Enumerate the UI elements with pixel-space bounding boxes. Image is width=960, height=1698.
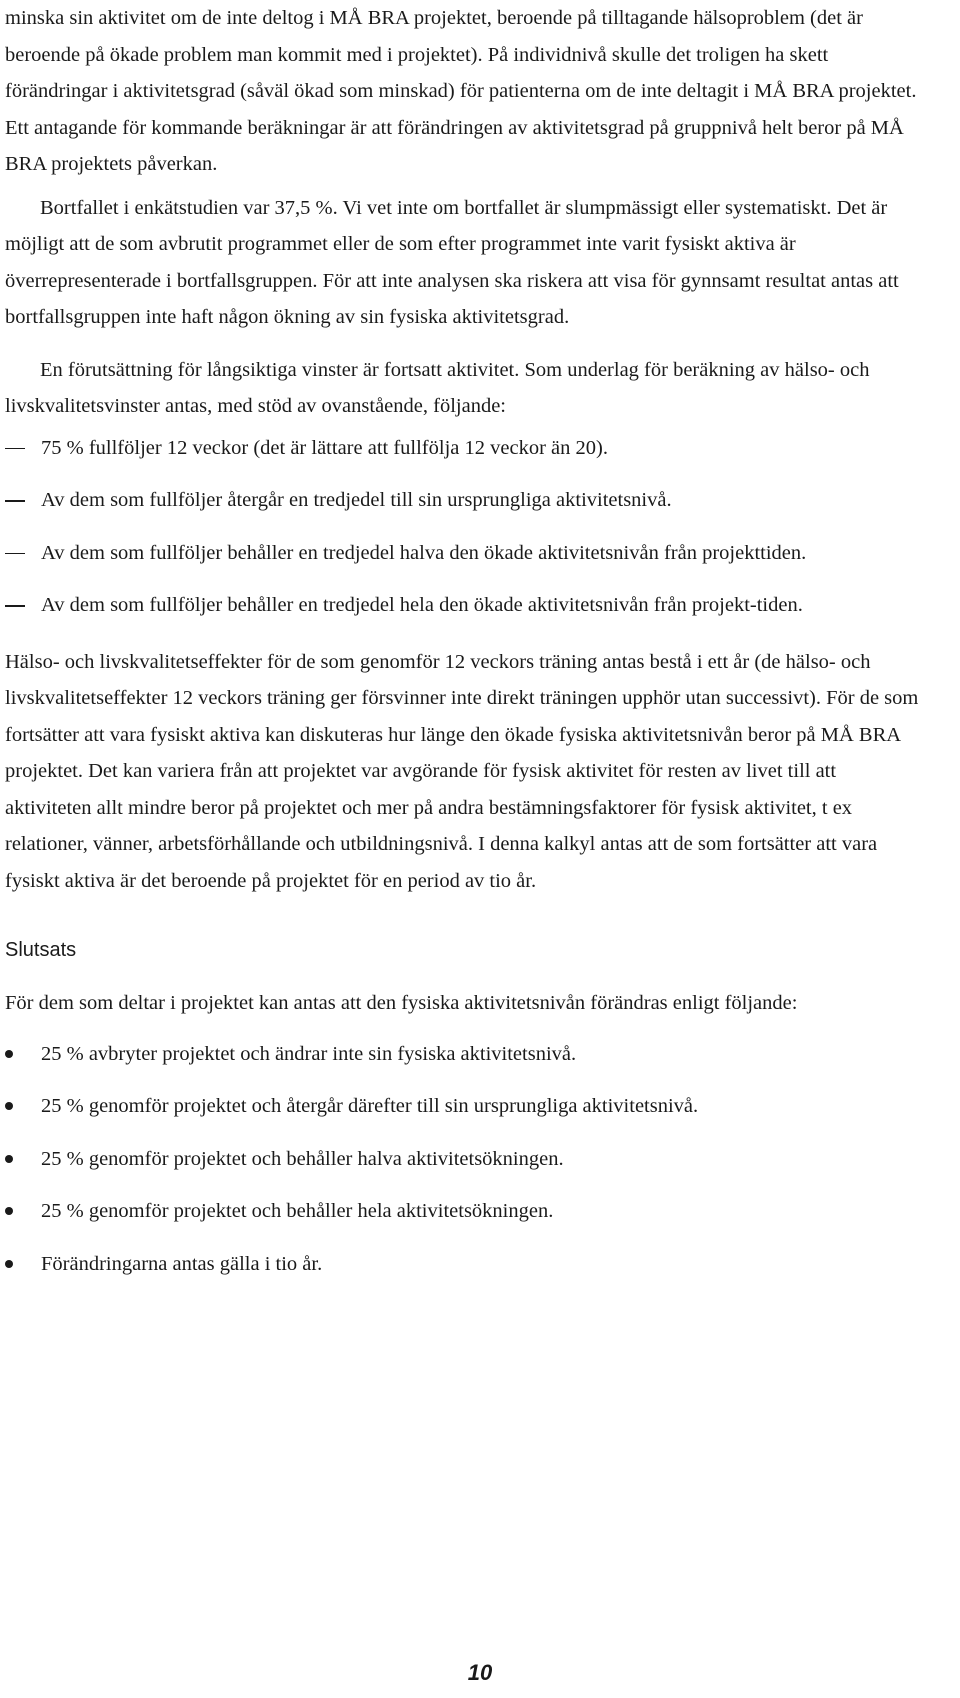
dash-marker xyxy=(5,500,25,502)
list-item xyxy=(5,1088,925,1125)
paragraph-activity-assumption: minska sin aktivitet om de inte deltog i MÅ BRA projektet, beroende på tilltagande hälsoproblem (det är beroende på ökade problem man kommit med i projektet). På individnivå skulle det troligen ha skett förändringar i aktivitetsgrad (såväl ökad som minskad) för patienterna om de inte deltagit i MÅ BRA projektet. Ett antagande för kommande beräkningar är att förändringen av aktivitetsgrad på gruppnivå helt beror på MÅ BRA projektets påverkan. xyxy=(5,7,917,175)
list-item-text: Förändringarna antas gälla i tio år. xyxy=(41,1252,323,1275)
list-item-text: Av dem som fullföljer behåller en tredjedel halva den ökade aktivitetsnivån från projekttiden. xyxy=(41,541,807,564)
list-item-text: 25 % genomför projektet och behåller hela aktivitetsökningen. xyxy=(41,1200,554,1222)
bullet-marker xyxy=(5,1207,13,1215)
list-item-text: Av dem som fullföljer behåller en tredjedel hela den ökade aktivitetsnivån från projekt-tiden. xyxy=(41,594,803,616)
dash-marker xyxy=(5,605,25,607)
document-page xyxy=(5,0,925,1282)
bullet-marker xyxy=(5,1155,13,1163)
list-item xyxy=(5,1193,925,1230)
list-item xyxy=(5,482,925,519)
list-item-text: 75 % fullföljer 12 veckor (det är lättare att fullfölja 12 veckor än 20). xyxy=(41,436,608,459)
list-item-text: Av dem som fullföljer återgår en tredjedel till sin ursprungliga aktivitetsnivå. xyxy=(41,489,672,511)
assumption-list xyxy=(5,430,925,624)
list-item-text: 25 % genomför projektet och behåller halva aktivitetsökningen. xyxy=(41,1147,564,1170)
list-item xyxy=(5,587,925,624)
paragraph-health-effects: Hälso- och livskvalitetseffekter för de som genomför 12 veckors träning antas bestå i ett år (de hälso- och livskvalitetseffekter 12 veckors träning ger försvinner inte direkt träningen upphör utan successivt). För de som fortsätter att vara fysiskt aktiva kan diskuteras hur länge den ökade fysiska aktivitetsnivån beror på MÅ BRA projektet. Det kan variera från att projektet var avgörande för fysisk aktivitet för resten av livet till att aktiviteten allt mindre beror på projektet och mer på andra bestämningsfaktorer för fysisk aktivitet, t ex relationer, vänner, arbetsförhållande och utbildningsnivå. I denna kalkyl antas att de som fortsätter att vara fysiskt aktiva är det beroende på projektet för en period av tio år. xyxy=(5,650,919,892)
list-item xyxy=(5,430,925,467)
dash-marker xyxy=(5,448,25,450)
bullet-marker xyxy=(5,1102,13,1110)
list-item xyxy=(5,1141,925,1178)
list-item-text: 25 % avbryter projektet och ändrar inte sin fysiska aktivitetsnivå. xyxy=(41,1042,577,1065)
conclusion-list xyxy=(5,1036,925,1283)
list-item xyxy=(5,1246,925,1283)
paragraph-prerequisite: En förutsättning för långsiktiga vinster är fortsatt aktivitet. Som underlag för beräkning av hälso- och livskvalitetsvinster antas, med stöd av ovanstående, följande: xyxy=(5,358,870,417)
list-item xyxy=(5,535,925,572)
section-heading: Slutsats xyxy=(5,939,77,961)
page-number: 10 xyxy=(467,1660,493,1685)
bullet-marker xyxy=(5,1050,13,1058)
dash-marker xyxy=(5,553,25,555)
list-item-text: 25 % genomför projektet och återgår därefter till sin ursprungliga aktivitetsnivå. xyxy=(41,1095,699,1117)
bullet-marker xyxy=(5,1260,13,1268)
paragraph-dropout: Bortfallet i enkätstudien var 37,5 %. Vi vet inte om bortfallet är slumpmässigt eller systematiskt. Det är möjligt att de som avbrutit programmet eller de som efter programmet inte varit fysiskt aktiva är överrepresenterade i bortfallsgruppen. För att inte analysen ska riskera att visa för gynnsamt resultat antas att bortfallsgruppen inte haft någon ökning av sin fysiska aktivitetsgrad. xyxy=(5,196,899,328)
list-item xyxy=(5,1036,925,1073)
paragraph-conclusion-intro: För dem som deltar i projektet kan antas att den fysiska aktivitetsnivån förändras enligt följande: xyxy=(5,992,798,1014)
